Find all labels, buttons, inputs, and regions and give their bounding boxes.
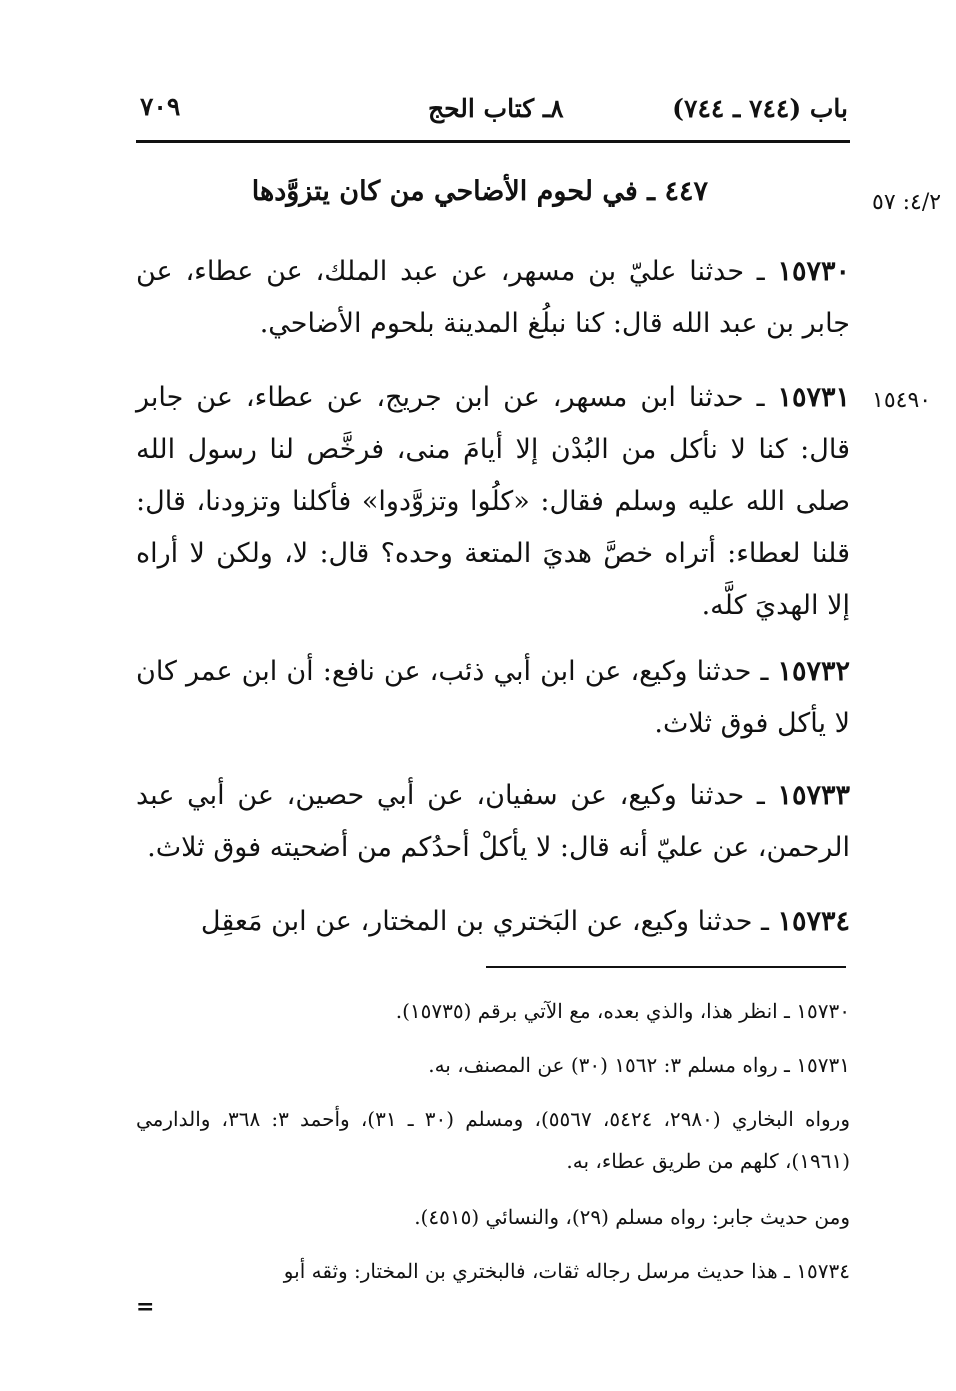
header-book-title: ٨ـ كتاب الحج (428, 94, 564, 123)
hadith-text: ـ حدثنا وكيع، عن ابن أبي ذئب، عن نافع: أن ابن عمر كان لا يأكل فوق ثلاث. (136, 656, 850, 739)
hadith-paragraph (136, 646, 850, 750)
hadith-number: ١٥٧٣٢ (777, 656, 850, 687)
footnote: ورواه البخاري (٢٩٨٠، ٥٤٢٤، ٥٥٦٧)، ومسلم (٣٠ ـ ٣١)، وأحمد ٣: ٣٦٨، والدارمي (١٩٦١)، كلهم من طريق عطاء، به. (136, 1107, 850, 1173)
continuation-mark: = (136, 1294, 155, 1320)
margin-reference: ١٥٤٩٠ (872, 388, 932, 413)
footnote: ١٥٧٣١ ـ رواه مسلم ٣: ١٥٦٢ (٣٠) عن المصنف، به. (428, 1053, 850, 1077)
header-chapter-range: باب (٧٤٤ ـ ٧٤٤) (672, 94, 848, 123)
hadith-paragraph (136, 770, 850, 874)
hadith-paragraph (136, 896, 850, 948)
hadith-text: ـ حدثنا ابن مسهر، عن ابن جريج، عن عطاء، عن جابر قال: كنا لا نأكل من البُدْن إلا أيامَ منى، فرخَّص لنا رسول الله صلى الله عليه وسلم فقال: «كلُوا وتزوَّدوا» فأكلنا وتزودنا، قال: قلنا لعطاء: أتراه خصَّ هديَ المتعة وحده؟ قال: لا، ولكن لا أراه إلا الهديَ كلَّه. (136, 382, 850, 621)
hadith-paragraph (136, 246, 850, 350)
header-divider (136, 140, 850, 143)
hadith-paragraph (136, 372, 850, 632)
hadith-number: ١٥٧٣٤ (777, 906, 850, 937)
hadith-text: ـ حدثنا عليّ بن مسهر، عن عبد الملك، عن عطاء، عن جابر بن عبد الله قال: كنا نبلُغ المدينة بلحوم الأضاحي. (136, 256, 850, 339)
hadith-text: ـ حدثنا وكيع، عن سفيان، عن أبي حصين، عن أبي عبد الرحمن، عن عليّ أنه قال: لا يأكلْ أحدُكم من أضحيته فوق ثلاث. (136, 780, 850, 863)
footnote: ومن حديث جابر: رواه مسلم (٢٩)، والنسائي (٤٥١٥). (414, 1205, 850, 1229)
hadith-number: ١٥٧٣١ (777, 382, 850, 413)
chapter-heading: ٤٤٧ ـ في لحوم الأضاحي من كان يتزوَّدها (251, 176, 708, 207)
footnote: ١٥٧٣٠ ـ انظر هذا، والذي بعده، مع الآتي برقم (١٥٧٣٥). (395, 999, 850, 1023)
hadith-number: ١٥٧٣٠ (777, 256, 850, 287)
hadith-text: ـ حدثنا وكيع، عن البَختري بن المختار، عن ابن مَعقِل (200, 906, 769, 937)
page-number: ٧٠٩ (140, 92, 181, 121)
hadith-number: ١٥٧٣٣ (777, 780, 850, 811)
footnote-divider (486, 966, 846, 968)
footnote: ١٥٧٣٤ ـ هذا حديث مرسل رجاله ثقات، فالبختري بن المختار: وثقه أبو (283, 1259, 850, 1283)
margin-reference: ٤/٢: ٥٧ (872, 190, 942, 215)
